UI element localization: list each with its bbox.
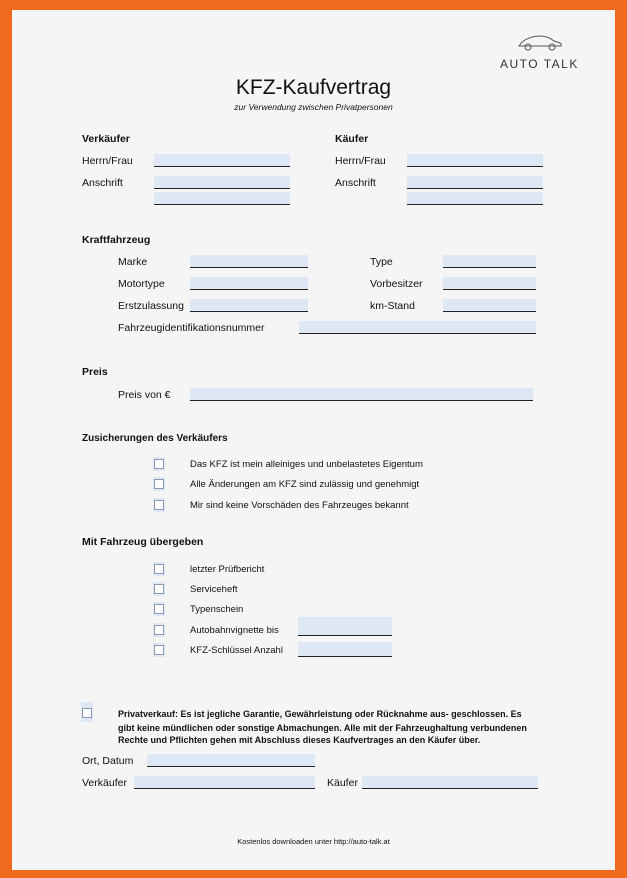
buyer-heading: Käufer xyxy=(335,133,369,145)
seller-name-field[interactable] xyxy=(154,154,290,167)
page-title: KFZ-Kaufvertrag xyxy=(235,76,392,99)
place-date-field[interactable] xyxy=(147,754,315,767)
handover-item-4: Autobahnvignette bis xyxy=(190,625,279,636)
page-subtitle: zur Verwendung zwischen Privatpersonen xyxy=(234,102,393,112)
engine-label: Motortype xyxy=(118,278,165,290)
seller-address-label: Anschrift xyxy=(82,177,123,189)
engine-field[interactable] xyxy=(190,277,308,290)
brand-label: Marke xyxy=(118,256,148,268)
private-sale-checkbox-area xyxy=(81,702,93,722)
buyer-address-label: Anschrift xyxy=(335,177,376,189)
previous-owner-field[interactable] xyxy=(443,277,536,290)
handover-checkbox-1-area xyxy=(153,562,165,576)
assurance-checkbox-2[interactable] xyxy=(154,479,164,489)
private-sale-line-3: Rechte und Pflichten gehen mit Abschluss dieses Kaufvertrages an den Käufer über. xyxy=(118,735,481,745)
seller-address-field-2[interactable] xyxy=(154,192,290,205)
private-sale-line-2: gibt keine mündlichen oder sonstige Abmachungen. Alle mit der Fahrzeughaltung verbundenen xyxy=(118,723,527,733)
price-field[interactable] xyxy=(190,388,533,401)
buyer-signature-field[interactable] xyxy=(362,776,538,789)
seller-signature-label: Verkäufer xyxy=(82,777,127,789)
handover-checkbox-2-area xyxy=(153,582,165,596)
assurance-item-2: Alle Änderungen am KFZ sind zulässig und genehmigt xyxy=(190,479,420,490)
assurance-checkbox-1[interactable] xyxy=(154,459,164,469)
handover-item-5: KFZ-Schlüssel Anzahl xyxy=(190,645,283,656)
assurance-checkbox-1-area xyxy=(153,457,165,471)
private-sale-checkbox[interactable] xyxy=(82,708,92,718)
buyer-name-field[interactable] xyxy=(407,154,543,167)
footer-text: Kostenlos downloaden unter http://auto-talk.at xyxy=(237,837,390,846)
type-label: Type xyxy=(370,256,393,268)
handover-item-1: letzter Prüfbericht xyxy=(190,564,265,575)
buyer-name-label: Herrn/Frau xyxy=(335,155,386,167)
buyer-address-field-2[interactable] xyxy=(407,192,543,205)
assurance-checkbox-3[interactable] xyxy=(154,500,164,510)
car-icon xyxy=(516,34,564,52)
type-field[interactable] xyxy=(443,255,536,268)
handover-checkbox-4-area xyxy=(153,623,165,637)
handover-heading: Mit Fahrzeug übergeben xyxy=(82,536,204,548)
handover-checkbox-1[interactable] xyxy=(154,564,164,574)
vehicle-heading: Kraftfahrzeug xyxy=(82,234,151,246)
handover-item-2: Serviceheft xyxy=(190,584,238,595)
private-sale-line-1: Privatverkauf: Es ist jegliche Garantie, Gewährleistung oder Rücknahme aus- geschlossen. Es xyxy=(118,709,522,719)
handover-checkbox-5[interactable] xyxy=(154,645,164,655)
handover-checkbox-3-area xyxy=(153,602,165,616)
brand-field[interactable] xyxy=(190,255,308,268)
logo-text: AUTO TALK xyxy=(500,57,579,71)
key-count-field[interactable] xyxy=(298,642,392,657)
mileage-label: km-Stand xyxy=(370,300,415,312)
assurance-item-1: Das KFZ ist mein alleiniges und unbelastetes Eigentum xyxy=(190,459,423,470)
vignette-field[interactable] xyxy=(298,617,392,636)
price-heading: Preis xyxy=(82,366,108,378)
mileage-field[interactable] xyxy=(443,299,536,312)
contract-page xyxy=(12,10,615,870)
vin-field[interactable] xyxy=(299,321,536,334)
previous-owner-label: Vorbesitzer xyxy=(370,278,423,290)
handover-checkbox-5-area xyxy=(153,643,165,657)
assurance-checkbox-3-area xyxy=(153,498,165,512)
place-date-label: Ort, Datum xyxy=(82,755,134,767)
seller-address-field-1[interactable] xyxy=(154,176,290,189)
handover-checkbox-4[interactable] xyxy=(154,625,164,635)
assurances-heading: Zusicherungen des Verkäufers xyxy=(82,433,228,444)
handover-checkbox-3[interactable] xyxy=(154,604,164,614)
handover-item-3: Typenschein xyxy=(190,604,244,615)
vin-label: Fahrzeugidentifikationsnummer xyxy=(118,322,265,334)
seller-heading: Verkäufer xyxy=(82,133,130,145)
buyer-signature-label: Käufer xyxy=(327,777,358,789)
first-registration-field[interactable] xyxy=(190,299,308,312)
assurance-item-3: Mir sind keine Vorschäden des Fahrzeuges bekannt xyxy=(190,500,409,511)
first-registration-label: Erstzulassung xyxy=(118,300,184,312)
seller-name-label: Herrn/Frau xyxy=(82,155,133,167)
price-label: Preis von € xyxy=(118,389,171,401)
handover-checkbox-2[interactable] xyxy=(154,584,164,594)
buyer-address-field-1[interactable] xyxy=(407,176,543,189)
assurance-checkbox-2-area xyxy=(153,477,165,491)
seller-signature-field[interactable] xyxy=(134,776,315,789)
